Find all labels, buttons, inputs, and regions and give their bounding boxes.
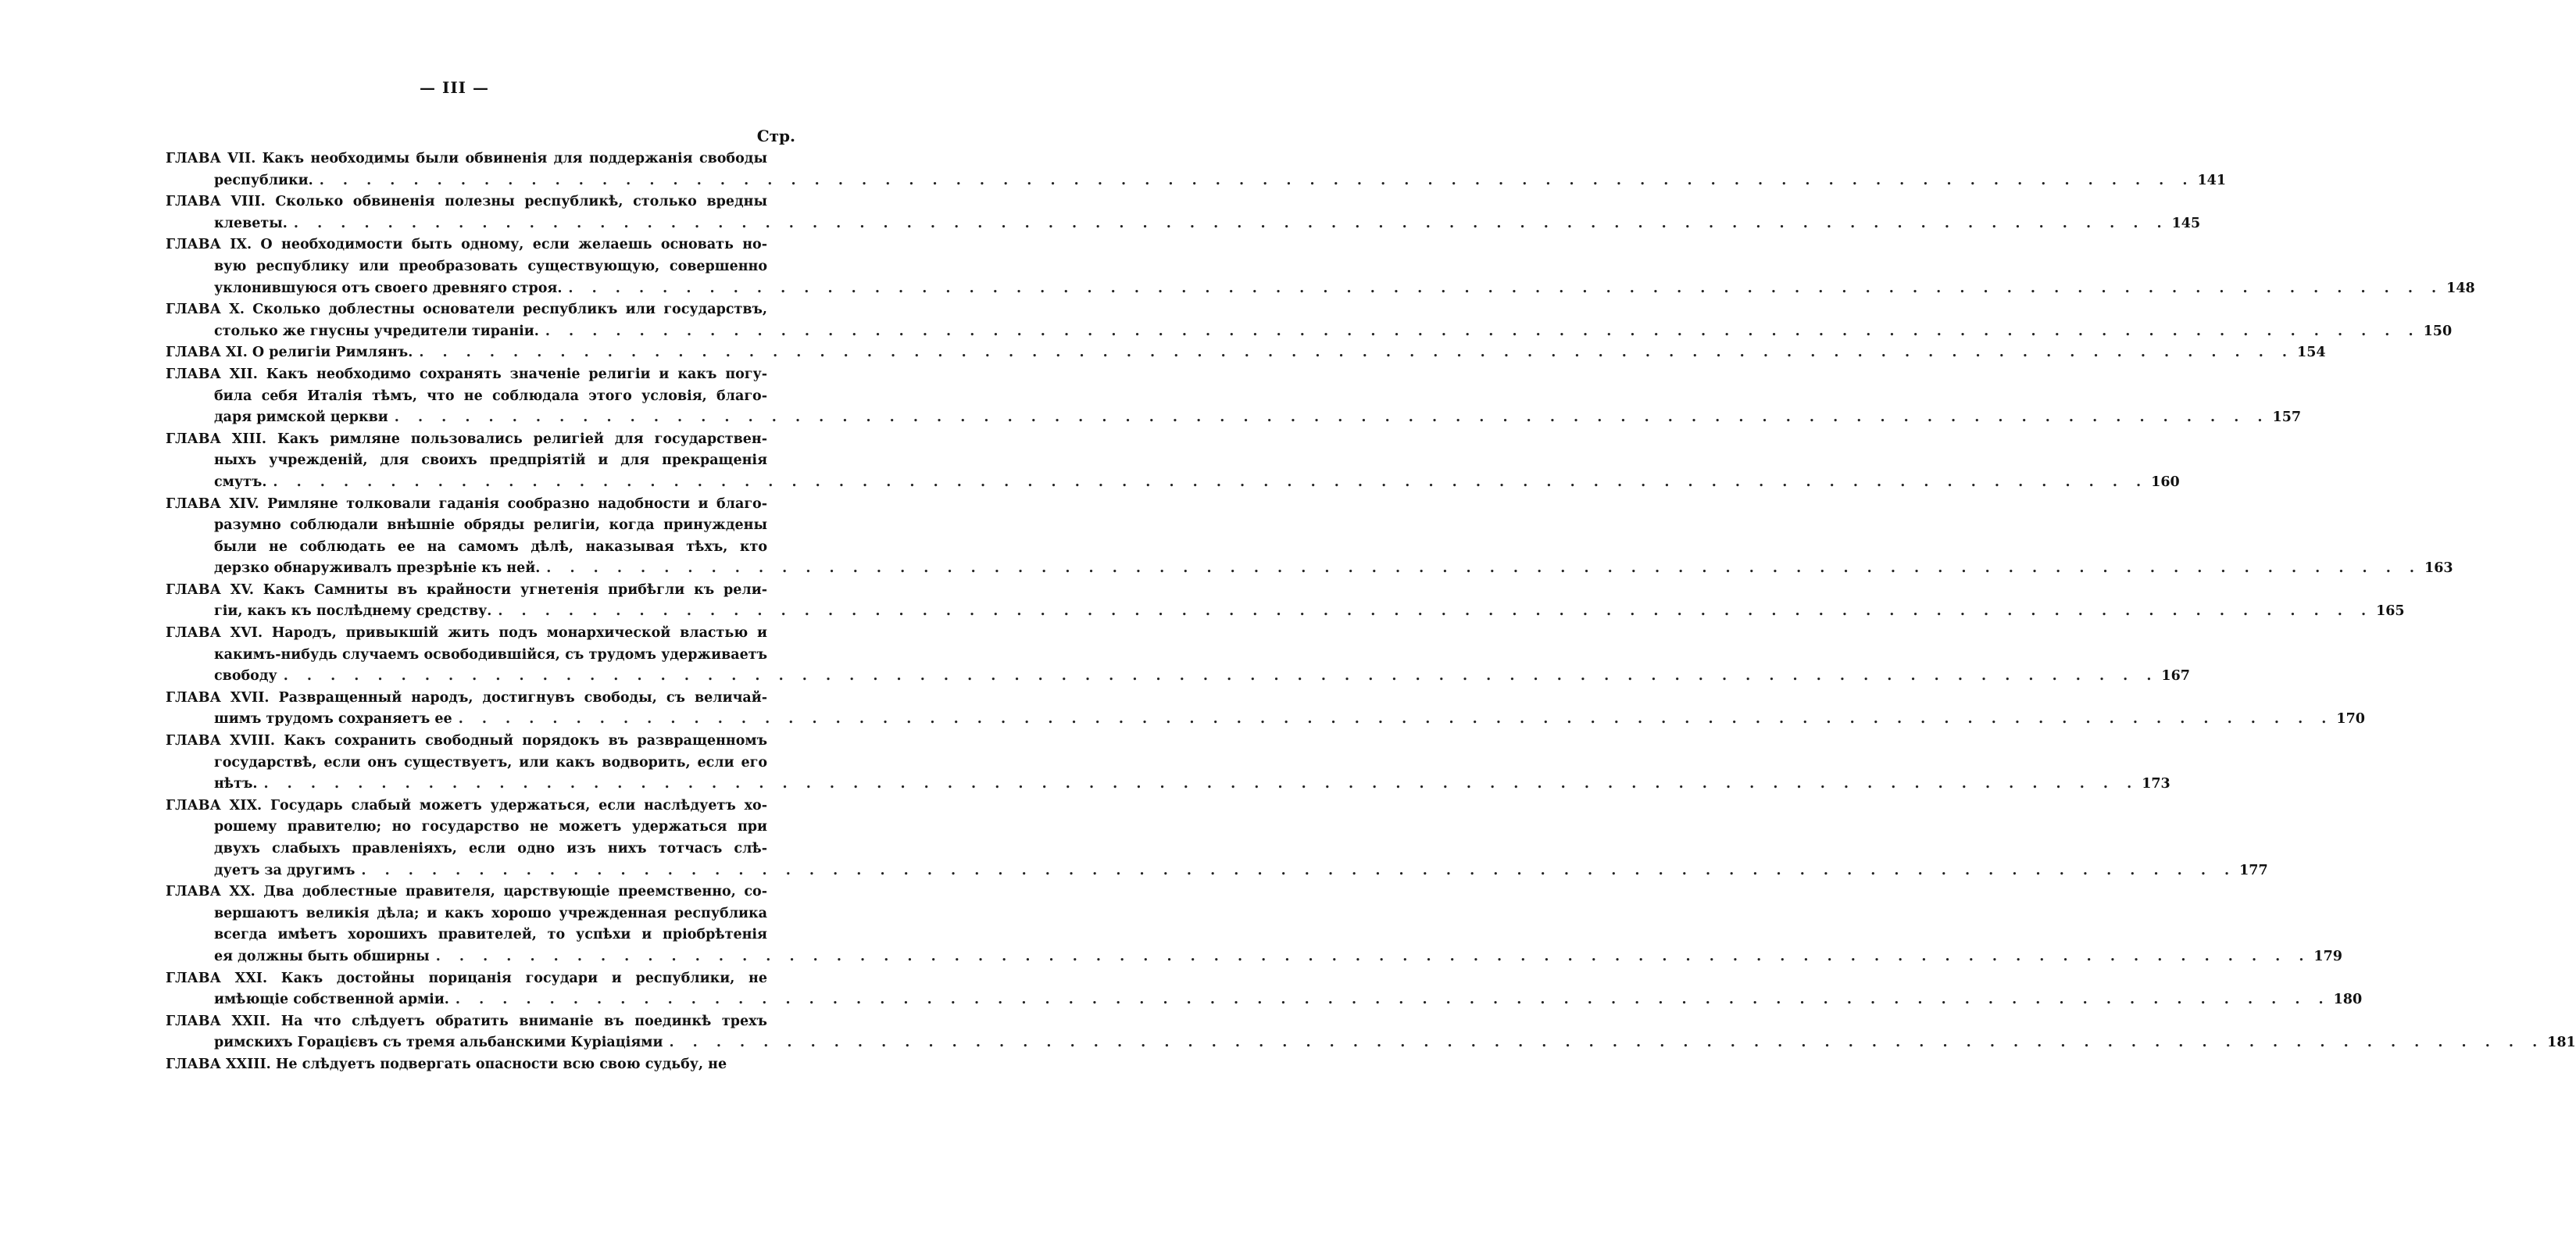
- toc-entry-title-line: ГЛАВА XVIII. Какъ сохранить свободный порядокъ въ развращенномъ: [166, 733, 767, 749]
- toc-entry-continuation-line: какимъ-нибудь случаемъ освободившійся, съ трудомъ удерживаетъ: [214, 646, 767, 663]
- toc-entry-title-line: ГЛАВА XIII. Какъ римляне пользовались религіей для государствен-: [166, 431, 767, 447]
- toc-page-number: 170: [2336, 711, 2365, 728]
- toc-page-number: 148: [2446, 280, 2475, 296]
- toc-entry: [166, 429, 2180, 494]
- toc-entry-text: даря римской церкви: [214, 409, 388, 426]
- toc-entry-continuation-line: [166, 989, 2363, 1011]
- toc-entry: [166, 191, 2201, 234]
- dot-leader: . . . . . . . . . . . . . . . . . . . . . . . . . . . . . . . . . . . . . . . . . . . . . . . . . . . . . . . . . . . . . . . . . . . . . . . . . . . . . . . .: [568, 280, 2444, 296]
- toc-page-number: 179: [2313, 948, 2342, 964]
- toc-page-number: 154: [2297, 345, 2326, 361]
- toc-page-number: 145: [2171, 215, 2201, 231]
- toc-entry-title-line: ГЛАВА XXII. На что слѣдуетъ обратить вниманіе въ поединкѣ трехъ: [166, 1013, 767, 1029]
- toc-entry-text: имѣющіе собственной арміи.: [214, 992, 449, 1008]
- dot-leader: . . . . . . . . . . . . . . . . . . . . . . . . . . . . . . . . . . . . . . . . . . . . . . . . . . . . . . . . . . . . . . . . . . . . . . . . . . . . . . . .: [455, 992, 2331, 1008]
- page-column-label: Стр.: [756, 127, 795, 145]
- toc-entry-continuation-line: [166, 170, 2226, 192]
- toc-page-number: 167: [2161, 668, 2190, 685]
- toc-entry-continuation-line: [166, 213, 2201, 235]
- toc-entry-continuation-line: [166, 278, 2475, 300]
- toc-entry-continuation-line: ныхъ учрежденій, для своихъ предпріятій и для прекращенія: [214, 452, 767, 469]
- dot-leader: . . . . . . . . . . . . . . . . . . . . . . . . . . . . . . . . . . . . . . . . . . . . . . . . . . . . . . . . . . . . . . . . . . . . . . . . . . . . . . . .: [273, 474, 2149, 490]
- toc-entry-title-line: ГЛАВА XV. Какъ Самниты въ крайности угнетенія прибѣгли къ рели-: [166, 581, 767, 598]
- toc-entry-continuation-line: разумно соблюдали внѣшніе обряды религіи, когда принуждены: [214, 517, 767, 534]
- toc-page-number: 177: [2239, 862, 2268, 878]
- toc-page-number: 181: [2547, 1035, 2576, 1051]
- toc-entry-text: ГЛАВА XI. О религіи Римлянъ.: [166, 345, 413, 361]
- toc-entry-text: дуетъ за другимъ: [214, 862, 355, 878]
- toc-entry-title-line: ГЛАВА XVII. Развращенный народъ, достигнувъ свободы, съ величай-: [166, 689, 767, 706]
- toc-entry-continuation-line: [166, 709, 2365, 731]
- toc-entry-continuation-line: [166, 601, 2405, 623]
- toc-page-number: 163: [2424, 560, 2453, 577]
- toc-entry: [166, 234, 2475, 299]
- toc-page-number: 150: [2423, 323, 2453, 339]
- toc-entry-continuation-line: двухъ слабыхъ правленіяхъ, если одно изъ нихъ тотчасъ слѣ-: [214, 841, 767, 857]
- toc-entry-title-line: ГЛАВА XIV. Римляне толковали гаданія сообразно надобности и благо-: [166, 495, 767, 512]
- toc-entry: [166, 148, 2226, 191]
- toc-entry-text: уклонившуюся отъ своего древняго строя.: [214, 280, 563, 296]
- toc-entry-title-line: ГЛАВА X. Сколько доблестны основатели республикъ или государствъ,: [166, 302, 767, 318]
- toc-entry: [166, 688, 2365, 731]
- toc-entry-title-line: ГЛАВА XX. Два доблестные правителя, царствующіе преемственно, со-: [166, 884, 767, 900]
- toc-entry-continuation-line: вую республику или преобразовать существующую, совершенно: [214, 258, 767, 274]
- toc-entry-text: ея должны быть обширны: [214, 948, 430, 964]
- toc-entry-text: дерзко обнаруживалъ презрѣніе къ ней.: [214, 560, 541, 577]
- dot-leader: . . . . . . . . . . . . . . . . . . . . . . . . . . . . . . . . . . . . . . . . . . . . . . . . . . . . . . . . . . . . . . . . . . . . . . . . . . . . . . . .: [263, 776, 2139, 792]
- toc-page-number: 173: [2142, 776, 2170, 792]
- toc-entry-continuation-line: государствѣ, если онъ существуетъ, или какъ водворить, если его: [214, 754, 767, 771]
- toc-entry-continuation-line: всегда имѣетъ хорошихъ правителей, то успѣхи и пріобрѣтенія: [214, 927, 767, 943]
- toc-entry-continuation-line: [166, 407, 2302, 429]
- toc-entry: [166, 1011, 2576, 1054]
- toc-entry: [166, 731, 2170, 796]
- toc-page-number: 141: [2197, 172, 2226, 188]
- toc-entry-title-line: ГЛАВА VII. Какъ необходимы были обвиненія для поддержанія свободы: [166, 151, 767, 166]
- toc-entry-title-line: ГЛАВА XXIII. Не слѣдуетъ подвергать опасности всю свою судьбу, не: [166, 1056, 727, 1072]
- table-of-contents: [166, 148, 2576, 1076]
- toc-page-number: 160: [2151, 474, 2180, 490]
- toc-entry-continuation-line: [166, 666, 2190, 688]
- toc-entry: [166, 580, 2405, 623]
- dot-leader: . . . . . . . . . . . . . . . . . . . . . . . . . . . . . . . . . . . . . . . . . . . . . . . . . . . . . . . . . . . . . . . . . . . . . . . . . . . . . . . .: [546, 560, 2422, 577]
- toc-entry-continuation-line: [166, 946, 2342, 968]
- dot-leader: . . . . . . . . . . . . . . . . . . . . . . . . . . . . . . . . . . . . . . . . . . . . . . . . . . . . . . . . . . . . . . . . . . . . . . . . . . . . . . . .: [498, 603, 2374, 620]
- toc-entry: [166, 882, 2342, 967]
- toc-entry-text: республики.: [214, 172, 313, 188]
- toc-entry: [166, 494, 2453, 580]
- toc-entry: [166, 299, 2453, 342]
- dot-leader: . . . . . . . . . . . . . . . . . . . . . . . . . . . . . . . . . . . . . . . . . . . . . . . . . . . . . . . . . . . . . . . . . . . . . . . . . . . . . . . .: [458, 711, 2334, 728]
- toc-entry-text: шимъ трудомъ сохраняетъ ее: [214, 711, 452, 728]
- toc-entry-text: смутъ.: [214, 474, 267, 490]
- toc-entry-continuation-line: вершаютъ великія дѣла; и какъ хорошо учрежденная республика: [214, 905, 767, 921]
- toc-entry-title-line: ГЛАВА XII. Какъ необходимо сохранять значеніе религіи и какъ погу-: [166, 366, 767, 382]
- toc-entry: [166, 796, 2268, 882]
- toc-entry-text: гіи, какъ къ послѣднему средству.: [214, 603, 492, 620]
- toc-page-number: 165: [2376, 603, 2405, 620]
- toc-entry-continuation-line: [166, 774, 2170, 796]
- toc-entry: [166, 623, 2190, 688]
- toc-entry-title-line: ГЛАВА XIX. Государь слабый можетъ удержаться, если наслѣдуетъ хо-: [166, 797, 767, 814]
- toc-entry-continuation-line: била себя Италія тѣмъ, что не соблюдала этого условія, благо-: [214, 388, 767, 404]
- toc-entry-title-line: ГЛАВА XVI. Народъ, привыкшій жить подъ монархической властью и: [166, 625, 767, 642]
- dot-leader: . . . . . . . . . . . . . . . . . . . . . . . . . . . . . . . . . . . . . . . . . . . . . . . . . . . . . . . . . . . . . . . . . . . . . . . . . . . . . . . .: [419, 345, 2295, 361]
- toc-entry-text: римскихъ Горацієвъ съ тремя альбанскими Куріаціями: [214, 1035, 663, 1051]
- toc-entry: [166, 968, 2363, 1011]
- dot-leader: . . . . . . . . . . . . . . . . . . . . . . . . . . . . . . . . . . . . . . . . . . . . . . . . . . . . . . . . . . . . . . . . . . . . . . . . . . . . . . . .: [545, 323, 2421, 339]
- toc-page-number: 180: [2333, 992, 2363, 1008]
- toc-entry-title-line: ГЛАВА XXI. Какъ достойны порицанія государи и республики, не: [166, 970, 767, 986]
- dot-leader: . . . . . . . . . . . . . . . . . . . . . . . . . . . . . . . . . . . . . . . . . . . . . . . . . . . . . . . . . . . . . . . . . . . . . . . . . . . . . . . .: [293, 215, 2169, 231]
- toc-entry-text: столько же гнусны учредители тираніи.: [214, 323, 539, 339]
- dot-leader: . . . . . . . . . . . . . . . . . . . . . . . . . . . . . . . . . . . . . . . . . . . . . . . . . . . . . . . . . . . . . . . . . . . . . . . . . . . . . . . .: [319, 172, 2195, 188]
- toc-entry: [166, 364, 2302, 429]
- toc-page-number: 157: [2272, 409, 2302, 426]
- toc-entry-text: клеветы.: [214, 215, 288, 231]
- dot-leader: . . . . . . . . . . . . . . . . . . . . . . . . . . . . . . . . . . . . . . . . . . . . . . . . . . . . . . . . . . . . . . . . . . . . . . . . . . . . . . . .: [361, 862, 2237, 878]
- dot-leader: . . . . . . . . . . . . . . . . . . . . . . . . . . . . . . . . . . . . . . . . . . . . . . . . . . . . . . . . . . . . . . . . . . . . . . . . . . . . . . . .: [394, 409, 2270, 426]
- toc-entry-continuation-line: [166, 558, 2453, 580]
- toc-entry-continuation-line: [166, 1032, 2576, 1054]
- toc-entry-continuation-line: [166, 860, 2268, 882]
- toc-entry-continuation-line: рошему правителю; но государство не можетъ удержаться при: [214, 819, 767, 835]
- toc-entry-text: нѣтъ.: [214, 776, 258, 792]
- toc-entry-title-line: [166, 342, 2326, 364]
- page-header: — III —: [420, 78, 489, 97]
- toc-entry-continuation-line: [166, 472, 2180, 494]
- toc-entry-text: свободу: [214, 668, 277, 685]
- dot-leader: . . . . . . . . . . . . . . . . . . . . . . . . . . . . . . . . . . . . . . . . . . . . . . . . . . . . . . . . . . . . . . . . . . . . . . . . . . . . . . . .: [283, 668, 2159, 685]
- dot-leader: . . . . . . . . . . . . . . . . . . . . . . . . . . . . . . . . . . . . . . . . . . . . . . . . . . . . . . . . . . . . . . . . . . . . . . . . . . . . . . . .: [669, 1035, 2545, 1051]
- toc-entry-continuation-line: [166, 321, 2453, 343]
- toc-entry-title-line: ГЛАВА VIII. Сколько обвиненія полезны республикѣ, столько вредны: [166, 194, 767, 210]
- toc-entry: [166, 342, 2326, 364]
- toc-entry: [166, 1054, 767, 1076]
- toc-entry-title-line: ГЛАВА IX. О необходимости быть одному, если желаешь основать но-: [166, 237, 767, 253]
- toc-entry-continuation-line: были не соблюдать ее на самомъ дѣлѣ, наказывая тѣхъ, кто: [214, 538, 767, 555]
- dot-leader: . . . . . . . . . . . . . . . . . . . . . . . . . . . . . . . . . . . . . . . . . . . . . . . . . . . . . . . . . . . . . . . . . . . . . . . . . . . . . . . .: [435, 948, 2311, 964]
